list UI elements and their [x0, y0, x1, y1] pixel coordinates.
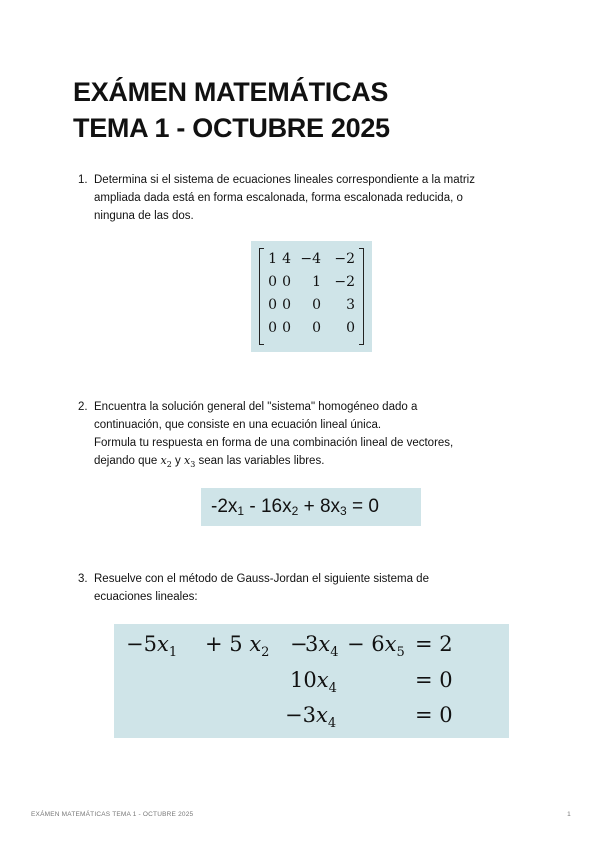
question-line: ampliada dada está en forma escalonada, forma escalonada reducida, o [94, 192, 463, 204]
matrix-row [265, 274, 358, 298]
question-3 [78, 570, 528, 606]
matrix-cell: 0 [268, 297, 277, 313]
linear-system [114, 624, 509, 738]
variable-x2: $x_2$ [160, 454, 172, 470]
system-rhs: = 0 [415, 703, 453, 727]
system-term: − $6x_5$ [347, 632, 405, 661]
matrix-row [265, 320, 358, 344]
system-term: $-3x_4$ [285, 703, 337, 732]
text-fragment: sean las variables libres. [195, 455, 325, 467]
question-line: ninguna de las dos. [94, 210, 194, 222]
augmented-matrix-panel [251, 241, 372, 352]
question-1 [78, 171, 528, 225]
variable-x3: $x_3$ [183, 454, 196, 470]
homogeneous-equation: $-2x_1 - 16x_2 + 8x_3 = 0$ [211, 496, 379, 518]
page-number: 1 [567, 811, 571, 818]
system-term: + 5 $x_2$ [205, 632, 270, 661]
system-rhs: = 2 [415, 632, 453, 656]
matrix-cell: −2 [334, 274, 355, 290]
homogeneous-equation-panel [201, 488, 421, 526]
matrix-cell: −2 [334, 251, 355, 267]
matrix-cell: 0 [282, 297, 291, 313]
question-text [94, 171, 528, 225]
matrix-cell: 1 [268, 251, 277, 267]
footer-text: EXÁMEN MATEMÁTICAS TEMA 1 - OCTUBRE 2025 [31, 811, 194, 818]
question-line [94, 452, 528, 474]
question-number: 1. [78, 174, 88, 186]
matrix-cell: 0 [282, 320, 291, 336]
question-line: Formula tu respuesta en forma de una combinación lineal de vectores, [94, 437, 454, 449]
title-line-1: EXÁMEN MATEMÁTICAS [73, 77, 389, 107]
matrix-cell: 0 [312, 297, 321, 313]
matrix-row [265, 297, 358, 321]
question-text [94, 398, 528, 474]
matrix-cell: 3 [346, 297, 355, 313]
matrix-cell: 4 [282, 251, 291, 267]
system-term: $3x_4$ [305, 632, 339, 661]
linear-system-panel [114, 624, 509, 738]
text-fragment: y [171, 455, 184, 467]
question-line: continuación, que consiste en una ecuación lineal única. [94, 419, 382, 431]
matrix-cell: −4 [300, 251, 321, 267]
system-rhs: = 0 [415, 668, 453, 692]
question-number: 3. [78, 573, 88, 585]
question-text [94, 570, 528, 606]
augmented-matrix [259, 248, 364, 345]
matrix-cell: 0 [268, 320, 277, 336]
matrix-cell: 0 [282, 274, 291, 290]
question-number: 2. [78, 401, 88, 413]
system-term: $-5x_1$ [126, 632, 178, 661]
title-line-2: TEMA 1 - OCTUBRE 2025 [73, 113, 390, 143]
right-bracket [359, 248, 364, 345]
matrix-cell: 1 [312, 274, 321, 290]
page-footer [31, 811, 571, 818]
matrix-row [265, 251, 358, 275]
matrix-cell: 0 [346, 320, 355, 336]
question-line: Encuentra la solución general del "sistema" homogéneo dado a [94, 401, 418, 413]
question-line: Determina si el sistema de ecuaciones lineales correspondiente a la matriz [94, 174, 475, 186]
text-fragment: dejando que [94, 455, 161, 467]
matrix-cell: 0 [268, 274, 277, 290]
page-title [73, 74, 390, 146]
system-term: $10x_4$ [290, 668, 337, 697]
question-2 [78, 398, 528, 474]
matrix-cell: 0 [312, 320, 321, 336]
system-term: − [290, 632, 308, 656]
question-line: Resuelve con el método de Gauss-Jordan el siguiente sistema de [94, 573, 429, 585]
question-line: ecuaciones lineales: [94, 591, 198, 603]
